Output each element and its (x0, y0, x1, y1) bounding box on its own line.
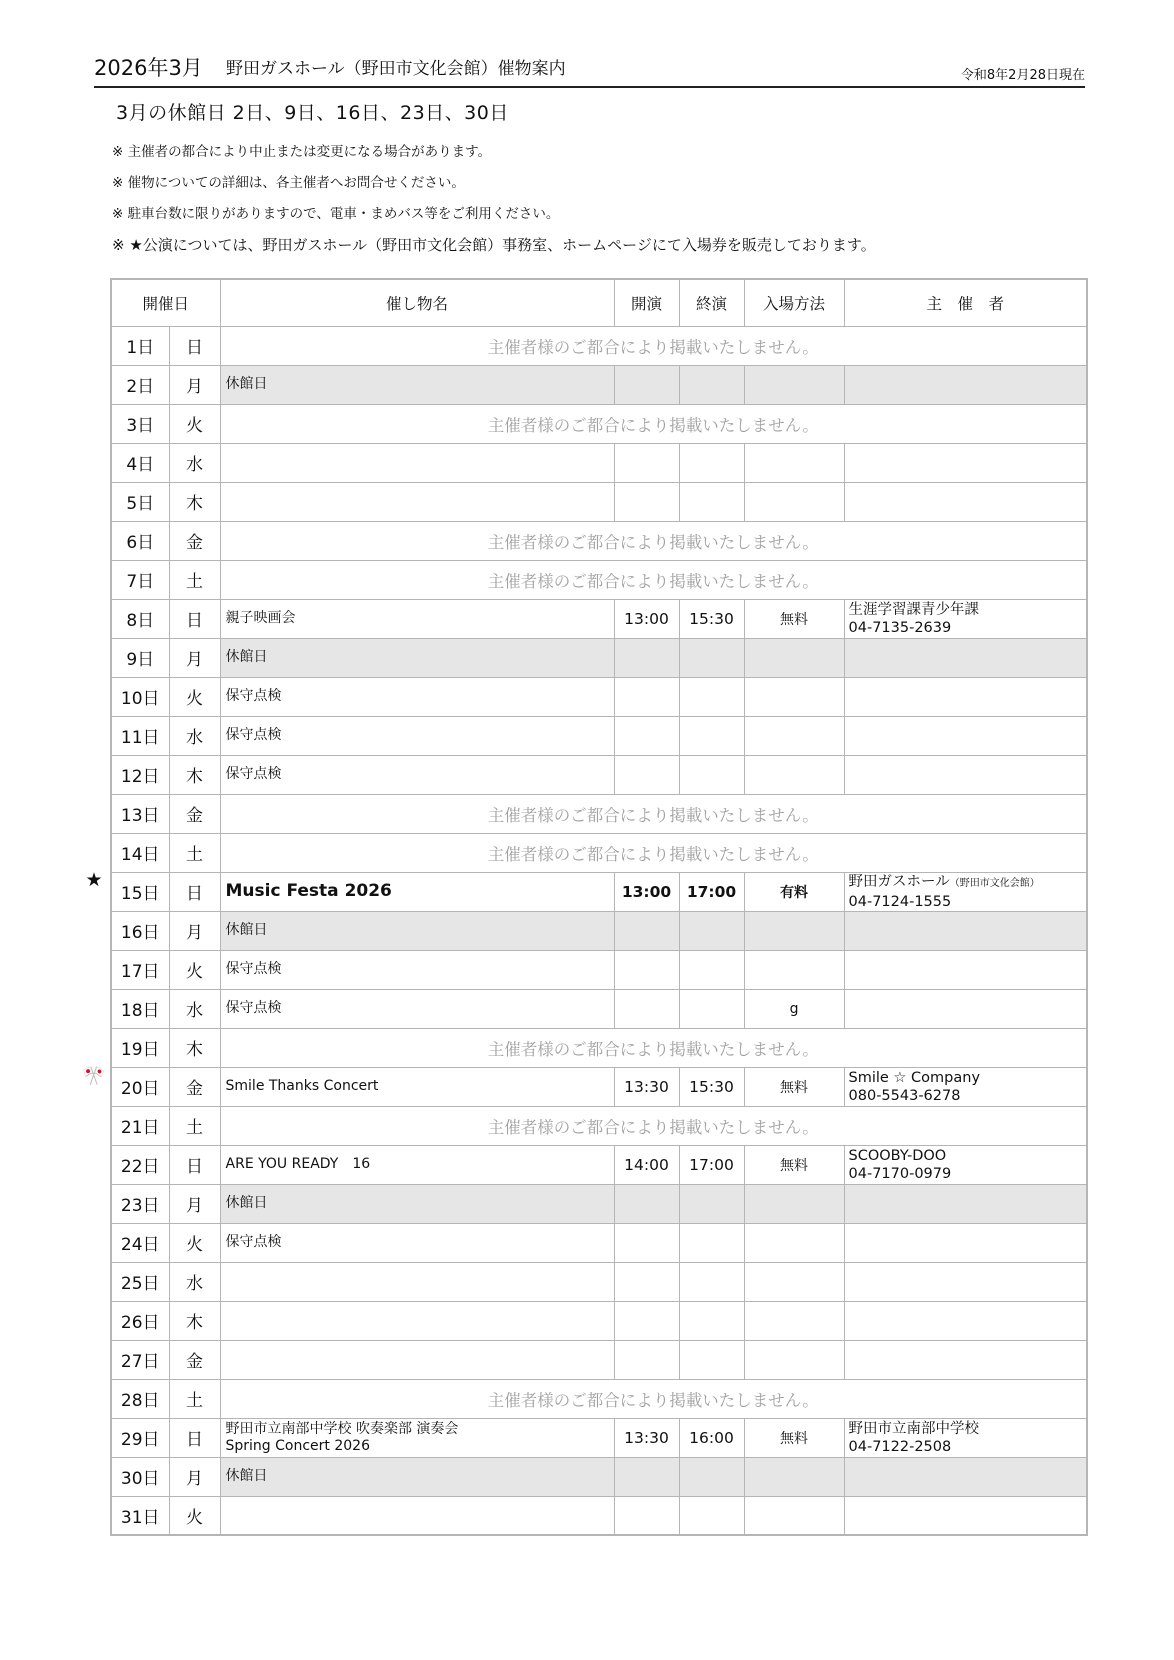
event-name-cell (220, 1457, 614, 1496)
start-time (614, 1457, 679, 1496)
weekday-cell: 木 (169, 1301, 220, 1340)
day-number: 15日 (120, 884, 160, 904)
date-cell (82, 1065, 169, 1106)
admission (744, 911, 844, 950)
weekday-cell: 火 (169, 1223, 220, 1262)
date-cell (111, 326, 169, 365)
not-listed-notice: 主催者様のご都合により掲載いたしません。 (220, 560, 1087, 599)
day-number: 20日 (120, 1079, 160, 1099)
day-number: 28日 (120, 1391, 160, 1411)
admission (744, 1457, 844, 1496)
admission (744, 365, 844, 404)
day-number: 12日 (120, 767, 160, 787)
date-cell (111, 365, 169, 404)
end-time: 17:00 (679, 1145, 744, 1184)
admission (744, 950, 844, 989)
event-name-cell (220, 1184, 614, 1223)
day-number: 7日 (126, 572, 155, 592)
admission (744, 1184, 844, 1223)
start-time (614, 677, 679, 716)
weekday-cell: 金 (169, 794, 220, 833)
table-row (111, 638, 1087, 677)
organizer-cell (844, 1418, 1087, 1457)
date-cell (111, 443, 169, 482)
table-row (111, 950, 1087, 989)
organizer-name-text: Smile ☆ Company (848, 1069, 981, 1086)
as-of-date: 令和8年2月28日現在 (960, 68, 1085, 83)
table-row (111, 1184, 1087, 1223)
start-time (614, 716, 679, 755)
header-event: 催し物名 (220, 279, 614, 326)
event-name-cell (220, 443, 614, 482)
organizer-cell (844, 950, 1087, 989)
table-row (111, 1028, 1087, 1067)
end-time: 15:30 (679, 599, 744, 638)
event-name: ARE YOU READY 16 (225, 1156, 371, 1172)
event-name: 保守点検 (225, 1234, 282, 1250)
day-number: 24日 (120, 1235, 160, 1255)
event-name: 保守点検 (225, 961, 282, 977)
event-name: Music Festa 2026 (225, 881, 392, 901)
organizer-name (849, 1147, 1087, 1165)
weekday-cell: 月 (169, 365, 220, 404)
date-cell (111, 1418, 169, 1457)
header-start: 開演 (614, 279, 679, 326)
day-number: 25日 (120, 1274, 160, 1294)
date-cell (111, 911, 169, 950)
table-row (111, 1262, 1087, 1301)
event-name-cell (220, 599, 614, 638)
end-time: 17:00 (679, 872, 744, 911)
event-name-cell (220, 1223, 614, 1262)
day-number: 26日 (120, 1313, 160, 1333)
organizer-name (849, 1069, 1087, 1087)
weekday-cell: 木 (169, 755, 220, 794)
weekday-cell: 日 (169, 326, 220, 365)
date-cell (111, 989, 169, 1028)
event-name: 保守点検 (225, 688, 282, 704)
weekday-cell: 月 (169, 1457, 220, 1496)
admission: 無料 (744, 1145, 844, 1184)
not-listed-notice: 主催者様のご都合により掲載いたしません。 (220, 1379, 1087, 1418)
table-row (111, 1496, 1087, 1535)
start-time (614, 1301, 679, 1340)
day-number: 13日 (120, 806, 160, 826)
table-row (111, 833, 1087, 872)
weekday-cell: 土 (169, 1106, 220, 1145)
organizer-cell (844, 1145, 1087, 1184)
end-time (679, 1262, 744, 1301)
date-cell (111, 1340, 169, 1379)
end-time (679, 911, 744, 950)
event-name: Smile Thanks Concert (225, 1078, 379, 1094)
not-listed-notice: 主催者様のご都合により掲載いたしません。 (220, 404, 1087, 443)
event-name-cell (220, 1145, 614, 1184)
date-cell (111, 638, 169, 677)
header-date: 開催日 (111, 279, 220, 326)
admission (744, 677, 844, 716)
end-time (679, 677, 744, 716)
schedule-month: 2026年3月 (94, 56, 203, 80)
organizer-name (849, 601, 1087, 619)
day-number: 17日 (120, 962, 160, 982)
table-row (111, 1223, 1087, 1262)
weekday-cell: 土 (169, 1379, 220, 1418)
organizer-cell (844, 1262, 1087, 1301)
event-name-cell (220, 1262, 614, 1301)
organizer-phone: 04-7135-2639 (848, 619, 952, 636)
end-time (679, 365, 744, 404)
event-name-cell (220, 872, 614, 911)
organizer-cell (844, 716, 1087, 755)
admission (744, 1340, 844, 1379)
weekday-cell: 水 (169, 443, 220, 482)
start-time (614, 989, 679, 1028)
table-row (111, 755, 1087, 794)
weekday-cell: 水 (169, 989, 220, 1028)
start-time: 13:30 (614, 1418, 679, 1457)
organizer-cell (844, 1184, 1087, 1223)
table-row (111, 677, 1087, 716)
weekday-cell: 日 (169, 872, 220, 911)
weekday-cell: 水 (169, 716, 220, 755)
organizer-name-text: SCOOBY-DOO (848, 1147, 947, 1164)
table-row (111, 1340, 1087, 1379)
note-item: ※ ★公演については、野田ガスホール（野田市文化会館）事務室、ホームページにて入場券を販売しております。 (112, 236, 876, 254)
date-cell (111, 716, 169, 755)
organizer-phone: 080-5543-6278 (848, 1087, 961, 1104)
event-name: Spring Concert 2026 (225, 1437, 370, 1454)
organizer-cell (844, 677, 1087, 716)
organizer-cell (844, 1301, 1087, 1340)
table-row (111, 326, 1087, 365)
start-time (614, 638, 679, 677)
organizer-cell (844, 755, 1087, 794)
organizer-cell (844, 1457, 1087, 1496)
date-cell (111, 833, 169, 872)
date-cell (111, 482, 169, 521)
table-row (111, 1106, 1087, 1145)
weekday-cell: 木 (169, 1028, 220, 1067)
admission: 無料 (744, 1418, 844, 1457)
header-end: 終演 (679, 279, 744, 326)
date-cell (111, 755, 169, 794)
event-name-cell (220, 911, 614, 950)
admission (744, 443, 844, 482)
admission: 無料 (744, 1067, 844, 1106)
not-listed-notice: 主催者様のご都合により掲載いたしません。 (220, 1028, 1087, 1067)
organizer-name-text: 野田ガスホール (848, 873, 950, 890)
admission: g (744, 989, 844, 1028)
end-time (679, 1223, 744, 1262)
start-time (614, 755, 679, 794)
event-name: 保守点検 (225, 766, 282, 782)
start-time (614, 365, 679, 404)
start-time: 13:00 (614, 599, 679, 638)
weekday-cell: 日 (169, 599, 220, 638)
organizer-name-text: 生涯学習課青少年課 (848, 601, 980, 618)
day-number: 9日 (126, 650, 155, 670)
note-item: ※ 駐車台数に限りがありますので、電車・まめバス等をご利用ください。 (112, 206, 560, 222)
end-time: 16:00 (679, 1418, 744, 1457)
not-listed-notice: 主催者様のご都合により掲載いたしません。 (220, 326, 1087, 365)
event-name: 保守点検 (225, 727, 282, 743)
end-time (679, 716, 744, 755)
note-item: ※ 催物についての詳細は、各主催者へお問合せください。 (112, 175, 465, 191)
end-time (679, 989, 744, 1028)
table-row (111, 794, 1087, 833)
admission (744, 755, 844, 794)
end-time (679, 1301, 744, 1340)
admission: 有料 (744, 872, 844, 911)
weekday-cell: 日 (169, 1145, 220, 1184)
organizer-cell (844, 638, 1087, 677)
table-row (111, 1379, 1087, 1418)
date-cell (111, 1145, 169, 1184)
date-cell (111, 794, 169, 833)
organizer-cell (844, 1067, 1087, 1106)
end-time (679, 482, 744, 521)
date-cell (85, 869, 169, 911)
table-row (111, 365, 1087, 404)
date-cell (111, 404, 169, 443)
event-name-cell (220, 950, 614, 989)
weekday-cell: 土 (169, 560, 220, 599)
note-item: ※ 主催者の都合により中止または変更になる場合があります。 (112, 144, 492, 160)
weekday-cell: 月 (169, 638, 220, 677)
table-row (111, 872, 1087, 911)
start-time (614, 1340, 679, 1379)
end-time (679, 638, 744, 677)
event-name: 休館日 (225, 1468, 268, 1484)
organizer-name-text: 野田市立南部中学校 (848, 1420, 980, 1437)
event-name-cell (220, 638, 614, 677)
weekday-cell: 火 (169, 950, 220, 989)
day-number: 1日 (126, 338, 155, 358)
day-number: 11日 (120, 728, 160, 748)
event-name: 野田市立南部中学校 吹奏楽部 演奏会 (225, 1420, 459, 1437)
table-row (111, 911, 1087, 950)
event-name-cell (220, 677, 614, 716)
event-name: 休館日 (225, 922, 268, 938)
event-name-cell (220, 1301, 614, 1340)
day-number: 8日 (126, 611, 155, 631)
weekday-cell: 火 (169, 1496, 220, 1535)
weekday-cell: 木 (169, 482, 220, 521)
header-admission: 入場方法 (744, 279, 844, 326)
not-listed-notice: 主催者様のご都合により掲載いたしません。 (220, 521, 1087, 560)
event-name: 休館日 (225, 649, 268, 665)
date-cell (111, 1379, 169, 1418)
admission (744, 638, 844, 677)
day-number: 27日 (120, 1352, 160, 1372)
date-cell (111, 950, 169, 989)
event-name-cell (220, 989, 614, 1028)
start-time (614, 950, 679, 989)
weekday-cell: 火 (169, 677, 220, 716)
start-time (614, 911, 679, 950)
table-row (111, 599, 1087, 638)
notes-list (112, 142, 876, 266)
not-listed-notice: 主催者様のご都合により掲載いたしません。 (220, 794, 1087, 833)
admission: 無料 (744, 599, 844, 638)
table-row (111, 482, 1087, 521)
end-time (679, 950, 744, 989)
start-time (614, 443, 679, 482)
date-cell (111, 1496, 169, 1535)
date-cell (111, 560, 169, 599)
start-time (614, 1223, 679, 1262)
event-name: 親子映画会 (225, 610, 296, 626)
table-row (111, 521, 1087, 560)
admission (744, 1223, 844, 1262)
not-listed-notice: 主催者様のご都合により掲載いたしません。 (220, 1106, 1087, 1145)
organizer-phone: 04-7170-0979 (848, 1165, 952, 1182)
header-organizer: 主 催 者 (844, 279, 1087, 326)
end-time (679, 1340, 744, 1379)
date-cell (111, 1301, 169, 1340)
weekday-cell: 金 (169, 1067, 220, 1106)
weekday-cell: 金 (169, 521, 220, 560)
end-time (679, 443, 744, 482)
admission (744, 1496, 844, 1535)
weekday-cell: 火 (169, 404, 220, 443)
closed-days: 3月の休館日 2日、9日、16日、23日、30日 (116, 102, 509, 124)
start-time (614, 482, 679, 521)
organizer-cell (844, 365, 1087, 404)
table-row (111, 443, 1087, 482)
event-name-cell (220, 1340, 614, 1379)
end-time (679, 755, 744, 794)
table-row (111, 1145, 1087, 1184)
event-name-cell (220, 1496, 614, 1535)
day-number: 2日 (126, 377, 155, 397)
weekday-cell: 金 (169, 1340, 220, 1379)
weekday-cell: 月 (169, 911, 220, 950)
weekday-cell: 日 (169, 1418, 220, 1457)
table-header-row (111, 279, 1087, 326)
event-name: 休館日 (225, 376, 268, 392)
date-cell (111, 1223, 169, 1262)
organizer-cell (844, 599, 1087, 638)
date-cell (111, 521, 169, 560)
organizer-cell (844, 1340, 1087, 1379)
event-name-cell (220, 365, 614, 404)
table-row (111, 716, 1087, 755)
table-row (111, 1301, 1087, 1340)
organizer-phone: 04-7124-1555 (848, 893, 952, 910)
organizer-cell (844, 989, 1087, 1028)
organizer-name (849, 1420, 1087, 1438)
admission (744, 482, 844, 521)
end-time: 15:30 (679, 1067, 744, 1106)
page-title: 野田ガスホール（野田市文化会館）催物案内 (226, 59, 566, 79)
day-number: 30日 (120, 1469, 160, 1489)
end-time (679, 1184, 744, 1223)
featured-mark: 🎌 (82, 1065, 106, 1087)
organizer-cell (844, 1223, 1087, 1262)
table-row (111, 1067, 1087, 1106)
weekday-cell: 月 (169, 1184, 220, 1223)
day-number: 4日 (126, 455, 155, 475)
admission (744, 1301, 844, 1340)
page-header (94, 50, 1085, 88)
date-cell (111, 1457, 169, 1496)
date-cell (111, 1184, 169, 1223)
table-row (111, 1457, 1087, 1496)
start-time (614, 1262, 679, 1301)
admission (744, 1262, 844, 1301)
event-name-cell (220, 482, 614, 521)
day-number: 19日 (120, 1040, 160, 1060)
day-number: 22日 (120, 1157, 160, 1177)
organizer-cell (844, 443, 1087, 482)
day-number: 5日 (126, 494, 155, 514)
day-number: 3日 (126, 416, 155, 436)
event-name-cell (220, 755, 614, 794)
day-number: 29日 (120, 1430, 160, 1450)
event-name-cell (220, 716, 614, 755)
start-time (614, 1496, 679, 1535)
organizer-note: （野田市文化会館） (949, 877, 1040, 889)
organizer-cell (844, 1496, 1087, 1535)
event-name: 休館日 (225, 1195, 268, 1211)
organizer-cell (844, 482, 1087, 521)
admission (744, 716, 844, 755)
not-listed-notice: 主催者様のご都合により掲載いたしません。 (220, 833, 1087, 872)
schedule-table (82, 278, 1088, 1536)
start-time: 14:00 (614, 1145, 679, 1184)
table-row (111, 404, 1087, 443)
table-row (111, 1418, 1087, 1457)
day-number: 23日 (120, 1196, 160, 1216)
date-cell (111, 677, 169, 716)
end-time (679, 1457, 744, 1496)
organizer-name (849, 873, 1087, 893)
table-row (111, 989, 1087, 1028)
table-row (111, 560, 1087, 599)
weekday-cell: 土 (169, 833, 220, 872)
end-time (679, 1496, 744, 1535)
day-number: 21日 (120, 1118, 160, 1138)
date-cell (111, 599, 169, 638)
date-cell (111, 1106, 169, 1145)
day-number: 10日 (120, 689, 160, 709)
start-time (614, 1184, 679, 1223)
event-name-cell (220, 1418, 614, 1457)
organizer-cell (844, 872, 1087, 911)
organizer-cell (844, 911, 1087, 950)
day-number: 14日 (120, 845, 160, 865)
start-time: 13:30 (614, 1067, 679, 1106)
event-name: 保守点検 (225, 1000, 282, 1016)
day-number: 31日 (120, 1507, 160, 1528)
day-number: 6日 (126, 533, 155, 553)
event-name-cell (220, 1067, 614, 1106)
start-time: 13:00 (614, 872, 679, 911)
organizer-phone: 04-7122-2508 (848, 1438, 952, 1455)
date-cell (111, 1262, 169, 1301)
day-number: 16日 (120, 923, 160, 943)
featured-mark: ★ (85, 869, 103, 891)
weekday-cell: 水 (169, 1262, 220, 1301)
day-number: 18日 (120, 1001, 160, 1021)
date-cell (111, 1028, 169, 1067)
